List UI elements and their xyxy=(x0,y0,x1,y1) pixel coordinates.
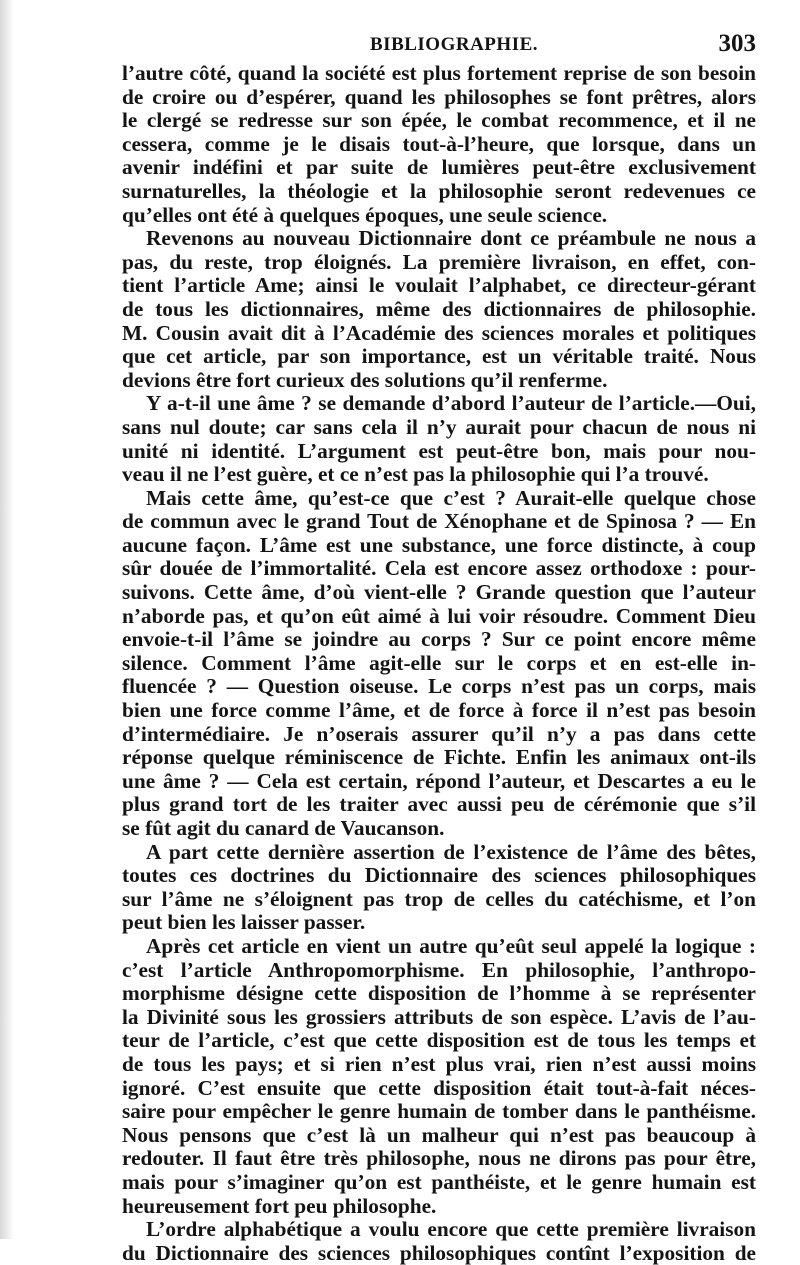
text-line: saire pour empêcher le genre humain de tomber dans le panthéisme. xyxy=(122,1100,756,1124)
text-line: Mais cette âme, qu’est-ce que c’est ? Aurait-elle quelque chose xyxy=(146,486,756,510)
text-line: M. Cousin avait dit à l’Académie des sciences morales et politiques xyxy=(122,321,756,345)
text-line: mais pour s’imaginer qu’on est panthéiste, et le genre humain est xyxy=(122,1170,756,1194)
text-line: A part cette dernière assertion de l’existence de l’âme des bêtes, xyxy=(146,840,756,864)
paragraph xyxy=(122,487,756,841)
text-line: de tous les dictionnaires, même des dictionnaires de philosophie. xyxy=(122,297,756,321)
text-line: veau il ne l’est guère, et ce n’est pas la philosophie qui l’a trouvé. xyxy=(122,463,709,487)
text-line: redouter. Il faut être très philosophe, nous ne dirons pas pour être, xyxy=(122,1147,756,1171)
text-line: tient l’article Ame; ainsi le voulait l’alphabet, ce directeur-gérant xyxy=(122,274,756,298)
text-line: heureusement fort peu philosophe. xyxy=(122,1194,437,1218)
text-line: Après cet article en vient un autre qu’eût seul appelé la logique : xyxy=(146,934,756,958)
text-line: cessera, comme je le disais tout-à-l’heure, que lorsque, dans un xyxy=(122,132,756,156)
paragraph xyxy=(122,62,756,227)
text-line: la Divinité sous les grossiers attributs de son espèce. L’avis de l’au- xyxy=(122,1005,756,1029)
text-line: Y a-t-il une âme ? se demande d’abord l’auteur de l’article.—Oui, xyxy=(146,392,756,416)
text-line: le clergé se redresse sur son épée, le combat recommence, et il ne xyxy=(122,109,756,133)
text-line: pas, du reste, trop éloignés. La première livraison, en effet, con- xyxy=(122,250,756,274)
paragraph xyxy=(122,1218,756,1265)
running-title: BIBLIOGRAPHIE. xyxy=(370,34,539,55)
text-line: surnaturelles, la théologie et la philosophie seront redevenues ce xyxy=(122,179,756,203)
text-line: L’ordre alphabétique a voulu encore que cette première livraison xyxy=(146,1218,756,1242)
text-line: du Dictionnaire des sciences philosophiques contînt l’exposition de xyxy=(122,1241,756,1265)
text-line: une âme ? — Cela est certain, répond l’auteur, et Descartes a eu le xyxy=(122,769,756,793)
paragraph xyxy=(122,935,756,1218)
text-line: unité ni identité. L’argument est peut-être bon, mais pour nou- xyxy=(122,439,756,463)
paragraph xyxy=(122,841,756,935)
text-line: de croire ou d’espérer, quand les philosophes se font prêtres, alors xyxy=(122,85,756,109)
text-line: ignoré. C’est ensuite que cette disposition était tout-à-fait néces- xyxy=(122,1076,756,1100)
text-line: de commun avec le grand Tout de Xénophane et de Spinosa ? — En xyxy=(122,510,756,534)
text-line: suivons. Cette âme, d’où vient-elle ? Grande question que l’auteur xyxy=(122,581,756,605)
text-line: plus grand tort de les traiter avec aussi peu de cérémonie que s’il xyxy=(122,793,756,817)
page-header xyxy=(122,28,756,62)
text-line: toutes ces doctrines du Dictionnaire des sciences philosophiques xyxy=(122,864,756,888)
text-line: de tous les pays; et si rien n’est plus vrai, rien n’est aussi moins xyxy=(122,1052,756,1076)
page-edge-shadow xyxy=(0,0,14,1239)
page-number: 303 xyxy=(718,30,756,57)
text-line: Revenons au nouveau Dictionnaire dont ce préambule ne nous a xyxy=(146,227,756,251)
text-line: teur de l’article, c’est que cette disposition est de tous les temps et xyxy=(122,1029,756,1053)
text-line: fluencée ? — Question oiseuse. Le corps n’est pas un corps, mais xyxy=(122,675,756,699)
text-line: sans nul doute; car sans cela il n’y aurait pour chacun de nous ni xyxy=(122,415,756,439)
text-line: aucune façon. L’âme est une substance, une force distincte, à coup xyxy=(122,533,756,557)
paragraph xyxy=(122,227,756,392)
text-line: que cet article, par son importance, est un véritable traité. Nous xyxy=(122,345,756,369)
text-line: silence. Comment l’âme agit-elle sur le corps et en est-elle in- xyxy=(122,651,756,675)
text-line: avenir indéfini et par suite de lumières peut-être exclusivement xyxy=(122,156,756,180)
body-text xyxy=(122,62,756,1265)
text-line: c’est l’article Anthropomorphisme. En philosophie, l’anthropo- xyxy=(122,958,756,982)
text-line: qu’elles ont été à quelques époques, une seule science. xyxy=(122,203,608,227)
text-line: sur l’âme ne s’éloignent pas trop de celles du catéchisme, et l’on xyxy=(122,887,756,911)
text-line: sûr douée de l’immortalité. Cela est encore assez orthodoxe : pour- xyxy=(122,557,756,581)
text-line: morphisme désigne cette disposition de l’homme à se représenter xyxy=(122,982,756,1006)
text-line: bien une force comme l’âme, et de force à force il n’est pas besoin xyxy=(122,699,756,723)
text-line: Nous pensons que c’est là un malheur qui n’est pas beaucoup à xyxy=(122,1123,756,1147)
text-line: n’aborde pas, et qu’on eût aimé à lui voir résoudre. Comment Dieu xyxy=(122,604,756,628)
text-line: devions être fort curieux des solutions qu’il renferme. xyxy=(122,368,608,392)
paragraph xyxy=(122,392,756,486)
text-line: se fût agit du canard de Vaucanson. xyxy=(122,817,445,840)
text-line: peut bien les laisser passer. xyxy=(122,911,366,935)
text-line: d’intermédiaire. Je n’oserais assurer qu’il n’y a pas dans cette xyxy=(122,722,756,746)
text-line: envoie-t-il l’âme se joindre au corps ? Sur ce point encore même xyxy=(122,628,756,652)
text-line: l’autre côté, quand la société est plus fortement reprise de son besoin xyxy=(122,62,756,85)
text-line: réponse quelque réminiscence de Fichte. Enfin les animaux ont-ils xyxy=(122,746,756,770)
